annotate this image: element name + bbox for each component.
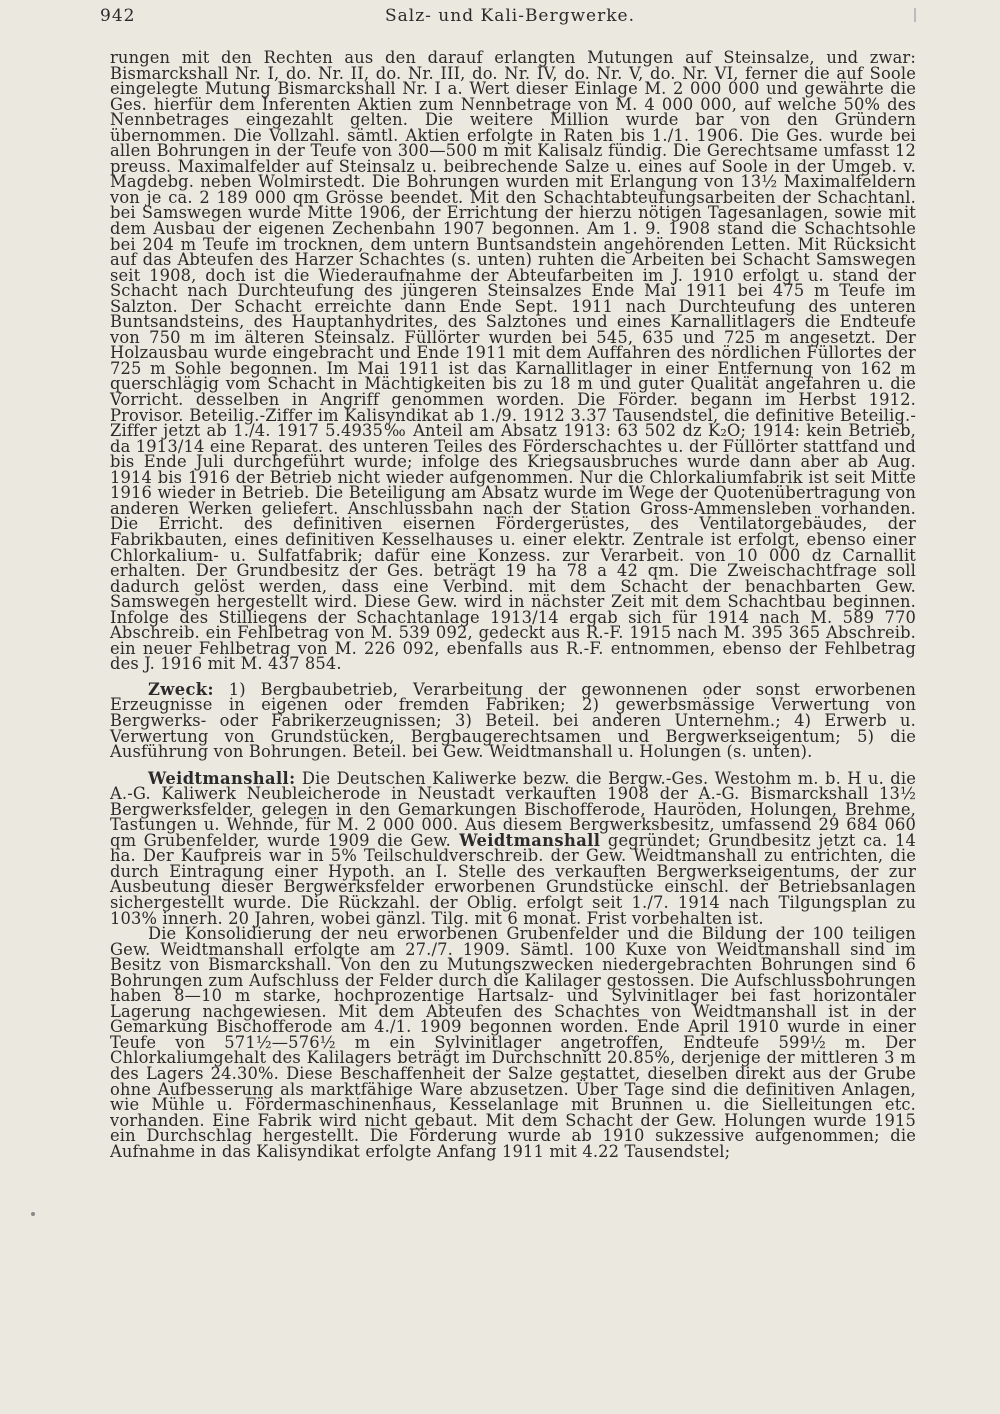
text-body (110, 50, 916, 1159)
paragraph-weidtmanshall (110, 768, 916, 928)
page-header (100, 4, 920, 30)
zweck-label: Zweck: (148, 679, 214, 699)
weidtmanshall-label: Weidtmanshall: (148, 768, 296, 788)
paragraph-konsolidierung: Die Konsolidierung der neu erworbenen Grubenfelder und die Bildung der 100 teiligen Gew. Weidtmanshall erfolgte am 27./7. 1909. Sämtl. 100 Kuxe von Weidtmanshall sind im Besitz von Bismarckshall. Von den zu Mutungszwecken niedergebrachten Bohrungen sind 6 Bohrungen zum Aufschluss der Felder durch die Kalilager gestossen. Die Aufschlussbohrungen haben 8—10 m starke, hochprozentige Hartsalz- und Sylvinitlager bei fast horizontaler Lagerung nachgewiesen. Mit dem Abteufen des Schachtes von Weidtmanshall ist in der Gemarkung Bischofferode am 4./1. 1909 begonnen worden. Ende April 1910 wurde in einer Teufe von 571½—576½ m ein Sylvinitlager angetroffen, Endteufe 599½ m. Der Chlorkaliumgehalt des Kalilagers beträgt im Durchschnitt 20.85%, derjenige der mittleren 3 m des Lagers 24.30%. Diese Beschaffenheit der Salze gestattet, dieselben direkt aus der Grube ohne Aufbesserung als marktfähige Ware abzusetzen. Über Tage sind die definitiven Anlagen, wie Mühle u. Fördermaschinenhaus, Kesselanlage mit Brunnen u. die Sielleitungen etc. vorhanden. Eine Fabrik wird nicht gebaut. Mit dem Schacht der Gew. Holungen wurde 1915 ein Durchschlag hergestellt. Die Förderung wurde ab 1910 sukzessive aufgenommen; die Aufnahme in das Kalisyndikat erfolgte Anfang 1911 mit 4.22 Tausendstel; (110, 924, 916, 1161)
paragraph-zweck (110, 679, 916, 762)
weidtmanshall-text-a: Die Deutschen Kaliwerke bezw. die Bergw.-Ges. Westohm m. b. H u. die A.-G. Kaliwerk Neubleicherode in Neustadt verkauften 1908 der A.-G. Bismarckshall 13½ Bergwerksfelder, gelegen in den Gemarkungen Bischofferode, Hauröden, Holungen, Brehme, Tastungen u. Wehnde, für M. 2 000 000. Aus diesem Bergwerksbesitz, umfassend 29 684 060 qm Grubenfelder, wurde 1909 die Gew. (110, 768, 916, 850)
page-number: 942 (100, 6, 136, 26)
scan-dot (31, 1212, 35, 1216)
zweck-text: 1) Bergbaubetrieb, Verarbeitung der gewonnenen oder sonst erworbenen Erzeugnisse in eigenen oder fremden Fabriken; 2) gewerbsmässige Verwertung von Bergwerks- oder Fabrikerzeugnissen; 3) Beteil. bei anderen Unternehm.; 4) Erwerb u. Verwertung von Grundstücken, Bergbaugerechtsamen und Bergwerkseigentum; 5) die Ausführung von Bohrungen. Beteil. bei Gew. Weidtmanshall u. Holungen (s. unten). (110, 679, 916, 762)
scan-mark (914, 8, 916, 22)
weidtmanshall-bold-name: Weidtmanshall (450, 830, 601, 850)
paragraph-bismarckshall: rungen mit den Rechten aus den darauf erlangten Mutungen auf Steinsalze, und zwar: Bismarckshall Nr. I, do. Nr. II, do. Nr. III, do. Nr. IV, do. Nr. V, do. Nr. VI, ferner die auf Soole eingelegte Mutung Bismarckshall Nr. I a. Wert dieser Einlage M. 2 000 000 und gewährte die Ges. hierfür dem Inferenten Aktien zum Nennbetrage von M. 4 000 000, auf welche 50% des Nennbetrages eingezahlt gelten. Die weitere Million wurde bar von den Gründern übernommen. Die Vollzahl. sämtl. Aktien erfolgte in Raten bis 1./1. 1906. Die Ges. wurde bei allen Bohrungen in der Teufe von 300—500 m mit Kalisalz fündig. Die Gerechtsame umfasst 12 preuss. Maximalfelder auf Steinsalz u. beibrechende Salze u. eines auf Soole in der Umgeb. v. Magdebg. neben Wolmirstedt. Die Bohrungen wurden mit Erlangung von 13½ Maximalfeldern von je ca. 2 189 000 qm Grösse beendet. Mit den Schachtabteufungsarbeiten der Schachtanl. bei Samswegen wurde Mitte 1906, der Errichtung der hierzu nötigen Tagesanlagen, sowie mit dem Ausbau der eigenen Zechenbahn 1907 begonnen. Am 1. 9. 1908 stand die Schachtsohle bei 204 m Teufe im trocknen, dem untern Buntsandstein angehörenden Letten. Mit Rücksicht auf das Abteufen des Harzer Schachtes (s. unten) ruhten die Arbeiten bei Schacht Samswegen seit 1908, doch ist die Wiederaufnahme der Abteufarbeiten im J. 1910 erfolgt u. stand der Schacht nach Durchteufung des jüngeren Steinsalzes Ende Mai 1911 bei 475 m Teufe im Salzton. Der Schacht erreichte dann Ende Sept. 1911 nach Durchteufung des unteren Buntsandsteins, des Hauptanhydrites, des Salztones und eines Karnallitlagers die Endteufe von 750 m im älteren Steinsalz. Füllörter wurden bei 545, 635 und 725 m angesetzt. Der Holzausbau wurde eingebracht und Ende 1911 mit dem Auffahren des nördlichen Füllortes der 725 m Sohle begonnen. Im Mai 1911 ist das Karnallitlager in einer Entfernung von 162 m querschlägig vom Schacht in Mächtigkeiten bis zu 18 m und guter Qualität angefahren u. die Vorricht. desselben in Angriff genommen worden. Die Förder. begann im Herbst 1912. Provisor. Beteilig.-Ziffer im Kalisyndikat ab 1./9. 1912 3.37 Tausendstel, die definitive Beteilig.-Ziffer jetzt ab 1./4. 1917 5.4935‰ Anteil am Absatz 1913: 63 502 dz K₂O; 1914: kein Betrieb, da 1913/14 eine Reparat. des unteren Teiles des Förderschachtes u. der Füllörter stattfand und bis Ende Juli durchgeführt wurde; infolge des Kriegsausbruches wurde dann aber ab Aug. 1914 bis 1916 der Betrieb nicht wieder aufgenommen. Nur die Chlorkaliumfabrik ist seit Mitte 1916 wieder in Betrieb. Die Beteiligung am Absatz wurde im Wege der Quotenübertragung von anderen Werken geliefert. Anschlussbahn nach der Station Gross-Ammensleben vorhanden. Die Erricht. des definitiven eisernen Fördergerüstes, des Ventilatorgebäudes, der Fabrikbauten, eines definitiven Kesselhauses u. einer elektr. Zentrale ist erfolgt, ebenso einer Chlorkalium- u. Sulfatfabrik; dafür eine Konzess. zur Verarbeit. von 10 000 dz Carnallit erhalten. Der Grundbesitz der Ges. beträgt 19 ha 78 a 42 qm. Die Zweischachtfrage soll dadurch gelöst werden, dass eine Verbind. mit dem Schacht der benachbarten Gew. Samswegen hergestellt wird. Diese Gew. wird in nächster Zeit mit dem Schachtbau beginnen. Infolge des Stilliegens der Schachtanlage 1913/14 ergab sich für 1914 nach M. 589 770 Abschreib. ein Fehlbetrag von M. 539 092, gedeckt aus R.-F. 1915 nach M. 395 365 Abschreib. ein neuer Fehlbetrag von M. 226 092, ebenfalls aus R.-F. entnommen, ebenso der Fehlbetrag des J. 1916 mit M. 437 854. (110, 48, 916, 674)
running-title: Salz- und Kali-Bergwerke. (384, 6, 636, 26)
weidtmanshall-text-b: gegründet; Grundbesitz jetzt ca. 14 ha. Der Kaufpreis war in 5% Teilschuldverschreib. der Gew. Weidtmanshall zu entrichten, die durch Eintragung einer Hypoth. an I. Stelle des verkauften Bergwerkseigentums, der zur Ausbeutung dieser Bergwerksfelder erworbenen Grundstücke einschl. der Betriebsanlagen sichergestellt wurde. Die Rückzahl. der Oblig. erfolgt seit 1./7. 1914 nach Tilgungsplan zu 103% innerh. 20 Jahren, wobei gänzl. Tilg. mit 6 monat. Frist vorbehalten ist. (110, 830, 916, 928)
